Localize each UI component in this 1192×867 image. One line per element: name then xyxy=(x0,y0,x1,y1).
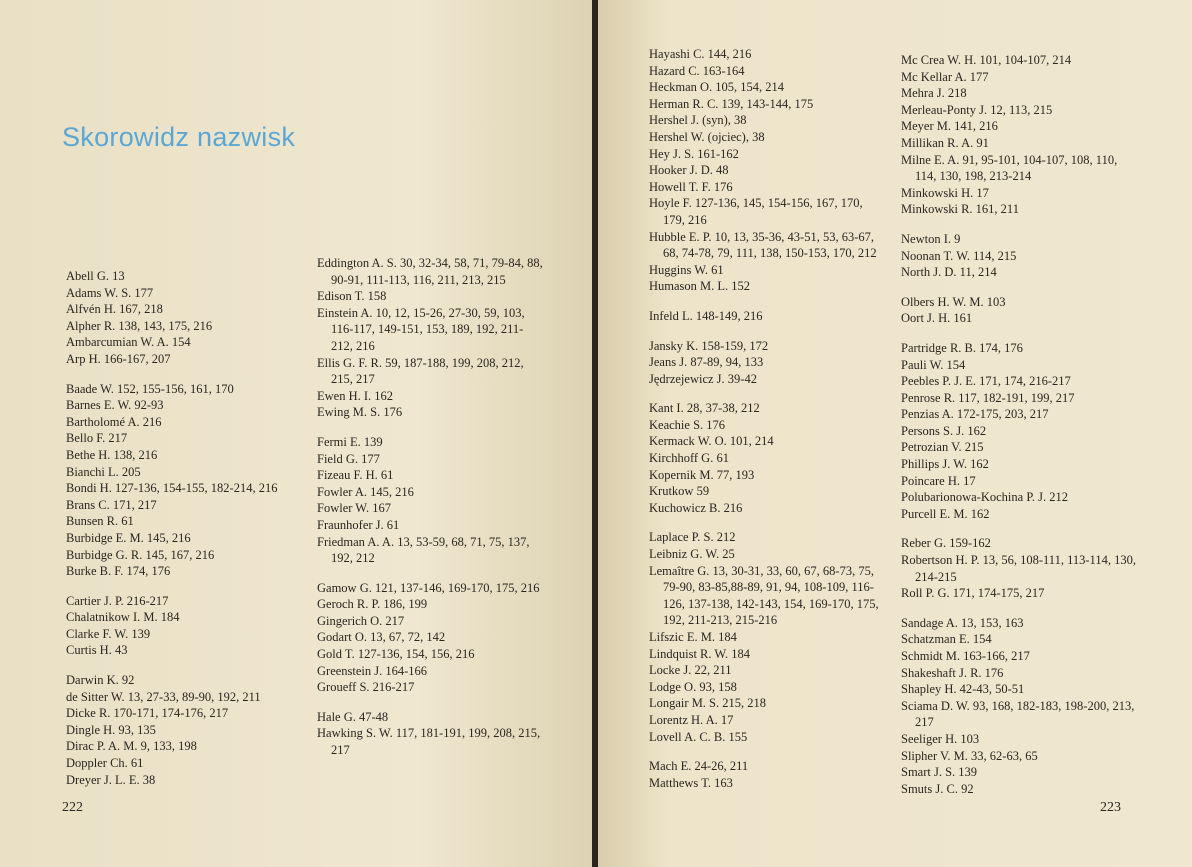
index-entry: Fizeau F. H. 61 xyxy=(317,468,394,483)
index-entry: Burke B. F. 174, 176 xyxy=(66,564,171,579)
letter-group-gap xyxy=(901,602,1136,615)
index-entry: Fowler A. 145, 216 xyxy=(317,484,414,499)
letter-group-gap xyxy=(649,325,884,338)
index-entry: Ellis G. F. R. 59, 187-188, 199, 208, 212, 215, 217 xyxy=(317,355,524,387)
index-entry: Godart O. 13, 67, 72, 142 xyxy=(317,630,446,645)
index-entry: Hazard C. 163-164 xyxy=(649,63,745,78)
index-entry: Mc Crea W. H. 101, 104-107, 214 xyxy=(901,53,1072,67)
index-entry: Hoyle F. 127-136, 145, 154-156, 167, 170, 179, 216 xyxy=(649,196,863,227)
index-entry: Adams W. S. 177 xyxy=(66,285,154,300)
index-entry: Mc Kellar A. 177 xyxy=(901,69,989,84)
index-entry: Ewen H. I. 162 xyxy=(317,388,394,403)
index-entry: Mach E. 24-26, 211 xyxy=(649,759,749,774)
index-entry: Merleau-Ponty J. 12, 113, 215 xyxy=(901,102,1053,117)
letter-group-gap xyxy=(317,567,543,580)
index-entry: Longair M. S. 215, 218 xyxy=(649,696,767,711)
letter-group-gap xyxy=(66,659,316,672)
index-entry: Ambarcumian W. A. 154 xyxy=(66,335,191,350)
index-entry: Slipher V. M. 33, 62-63, 65 xyxy=(901,748,1038,763)
index-entry: Doppler Ch. 61 xyxy=(66,756,144,771)
index-entry: Robertson H. P. 13, 56, 108-111, 113-114, 130, 214-215 xyxy=(901,553,1136,584)
index-entry: Phillips J. W. 162 xyxy=(901,457,989,472)
index-entry: Einstein A. 10, 12, 15-26, 27-30, 59, 103, 116-117, 149-151, 153, 189, 192, 211-212, 216 xyxy=(317,305,525,353)
index-entry: Hayashi C. 144, 216 xyxy=(649,47,752,61)
index-entry: Noonan T. W. 114, 215 xyxy=(901,248,1017,263)
index-entry: Polubarionowa-Kochina P. J. 212 xyxy=(901,490,1068,505)
index-entry: Jansky K. 158-159, 172 xyxy=(649,338,769,353)
right-page xyxy=(598,0,1192,867)
index-entry: Purcell E. M. 162 xyxy=(901,506,990,521)
index-entry: Edison T. 158 xyxy=(317,289,387,304)
index-entry: Sciama D. W. 93, 168, 182-183, 198-200, 213, 217 xyxy=(901,698,1135,730)
index-entry: Kuchowicz B. 216 xyxy=(649,500,743,515)
letter-group-gap xyxy=(649,745,884,758)
index-entry: Field G. 177 xyxy=(317,451,380,466)
index-entry: Hershel J. (syn), 38 xyxy=(649,113,747,128)
letter-group-gap xyxy=(649,516,884,529)
index-entry: Bethe H. 138, 216 xyxy=(66,447,158,462)
index-entry: Dreyer J. L. E. 38 xyxy=(66,772,156,787)
index-entry: Shapley H. 42-43, 50-51 xyxy=(901,682,1025,697)
index-entry: Matthews T. 163 xyxy=(649,775,733,790)
index-entry: Schatzman E. 154 xyxy=(901,632,992,647)
index-entry: Burbidge E. M. 145, 216 xyxy=(66,530,191,545)
index-entry: Ewing M. S. 176 xyxy=(317,405,403,420)
index-entry: Herman R. C. 139, 143-144, 175 xyxy=(649,96,814,111)
index-entry: Peebles P. J. E. 171, 174, 216-217 xyxy=(901,374,1071,389)
index-entry: Roll P. G. 171, 174-175, 217 xyxy=(901,586,1045,601)
index-entry: Chalatnikow I. M. 184 xyxy=(66,610,180,625)
index-column-right-2 xyxy=(901,52,1136,797)
index-entry: Darwin K. 92 xyxy=(66,673,135,688)
index-entry: Eddington A. S. 30, 32-34, 58, 71, 79-84, 88, 90-91, 111-113, 116, 211, 213, 215 xyxy=(317,256,543,287)
index-entry: Smuts J. C. 92 xyxy=(901,781,974,796)
index-entry: Olbers H. W. M. 103 xyxy=(901,294,1006,309)
index-entry: Lorentz H. A. 17 xyxy=(649,712,734,727)
index-entry: Alpher R. 138, 143, 175, 216 xyxy=(66,318,213,333)
index-entry: Persons S. J. 162 xyxy=(901,423,987,438)
index-column-left-1 xyxy=(66,268,316,788)
index-entry: Hawking S. W. 117, 181-191, 199, 208, 215, 217 xyxy=(317,726,541,758)
index-entry: Bello F. 217 xyxy=(66,431,128,446)
index-entry: Burbidge G. R. 145, 167, 216 xyxy=(66,547,215,562)
index-entry: Dirac P. A. M. 9, 133, 198 xyxy=(66,739,197,754)
index-entry: Howell T. F. 176 xyxy=(649,179,733,194)
index-entry: Oort J. H. 161 xyxy=(901,311,973,326)
index-entry: Greenstein J. 164-166 xyxy=(317,663,428,678)
index-entry: Humason M. L. 152 xyxy=(649,279,751,294)
index-entry: Keachie S. 176 xyxy=(649,417,726,432)
index-entry: Fermi E. 139 xyxy=(317,434,383,449)
index-entry: Alfvén H. 167, 218 xyxy=(66,302,163,317)
index-entry: Smart J. S. 139 xyxy=(901,765,978,780)
letter-group-gap xyxy=(317,421,543,434)
index-entry: North J. D. 11, 214 xyxy=(901,265,997,280)
index-entry: Seeliger H. 103 xyxy=(901,731,980,746)
index-entry: Sandage A. 13, 153, 163 xyxy=(901,615,1024,630)
letter-group-gap xyxy=(901,522,1136,535)
index-entry: Barnes E. W. 92-93 xyxy=(66,398,164,413)
page-number-right: 223 xyxy=(1100,800,1121,815)
letter-group-gap xyxy=(66,580,316,593)
index-entry: Friedman A. A. 13, 53-59, 68, 71, 75, 137, 192, 212 xyxy=(317,534,530,566)
index-entry: Groueff S. 216-217 xyxy=(317,680,415,695)
letter-group-gap xyxy=(901,218,1136,231)
index-entry: Mehra J. 218 xyxy=(901,86,967,101)
index-entry: Clarke F. W. 139 xyxy=(66,626,151,641)
index-entry: Brans C. 171, 217 xyxy=(66,497,157,512)
index-entry: Heckman O. 105, 154, 214 xyxy=(649,80,785,95)
index-entry: Bondi H. 127-136, 154-155, 182-214, 216 xyxy=(66,481,278,496)
index-entry: Hooker J. D. 48 xyxy=(649,163,729,178)
index-entry: Millikan R. A. 91 xyxy=(901,135,989,150)
index-entry: Lemaître G. 13, 30-31, 33, 60, 67, 68-73, 75, 79-90, 83-85,88-89, 91, 94, 108-109, 116-126, 137-138, 142-143, 154, 169-170, 175, 192, 211-213, 215-216 xyxy=(649,563,879,628)
index-entry: Jeans J. 87-89, 94, 133 xyxy=(649,355,764,370)
index-entry: Shakeshaft J. R. 176 xyxy=(901,665,1004,680)
index-entry: Curtis H. 43 xyxy=(66,643,128,658)
index-entry: Baade W. 152, 155-156, 161, 170 xyxy=(66,381,234,396)
index-entry: Gamow G. 121, 137-146, 169-170, 175, 216 xyxy=(317,580,540,595)
index-entry: Partridge R. B. 174, 176 xyxy=(901,340,1023,355)
index-entry: Kermack W. O. 101, 214 xyxy=(649,434,774,449)
index-entry: Gold T. 127-136, 154, 156, 216 xyxy=(317,647,475,662)
left-page xyxy=(0,0,594,867)
page-number-left: 222 xyxy=(62,800,83,815)
index-entry: Minkowski R. 161, 211 xyxy=(901,202,1019,217)
letter-group-gap xyxy=(66,368,316,381)
index-entry: Arp H. 166-167, 207 xyxy=(66,351,171,366)
index-entry: Petrozian V. 215 xyxy=(901,440,984,455)
index-entry: Hubble E. P. 10, 13, 35-36, 43-51, 53, 63-67, 68, 74-78, 79, 111, 138, 150-153, 170, 212 xyxy=(649,229,877,261)
letter-group-gap xyxy=(901,327,1136,340)
index-entry: Bunsen R. 61 xyxy=(66,514,134,529)
index-entry: Kant I. 28, 37-38, 212 xyxy=(649,401,760,416)
index-entry: de Sitter W. 13, 27-33, 89-90, 192, 211 xyxy=(66,689,261,704)
index-entry: Dicke R. 170-171, 174-176, 217 xyxy=(66,706,229,721)
letter-group-gap xyxy=(317,696,543,709)
index-entry: Kirchhoff G. 61 xyxy=(649,451,729,466)
index-entry: Cartier J. P. 216-217 xyxy=(66,593,169,608)
index-entry: Hey J. S. 161-162 xyxy=(649,146,739,161)
index-column-right-1 xyxy=(649,46,884,791)
index-entry: Leibniz G. W. 25 xyxy=(649,547,735,562)
index-entry: Kopernik M. 77, 193 xyxy=(649,467,755,482)
index-entry: Infeld L. 148-149, 216 xyxy=(649,308,763,323)
letter-group-gap xyxy=(649,387,884,400)
index-entry: Bianchi L. 205 xyxy=(66,464,141,479)
index-entry: Lodge O. 93, 158 xyxy=(649,679,737,694)
index-column-left-2 xyxy=(317,255,543,759)
index-entry: Hale G. 47-48 xyxy=(317,709,389,724)
index-entry: Abell G. 13 xyxy=(66,269,125,283)
index-entry: Geroch R. P. 186, 199 xyxy=(317,597,428,612)
index-entry: Huggins W. 61 xyxy=(649,262,724,277)
index-entry: Locke J. 22, 211 xyxy=(649,663,732,678)
index-entry: Fraunhofer J. 61 xyxy=(317,517,400,532)
index-title: Skorowidz nazwisk xyxy=(62,122,296,152)
index-entry: Laplace P. S. 212 xyxy=(649,530,736,545)
index-entry: Penzias A. 172-175, 203, 217 xyxy=(901,407,1049,422)
index-entry: Poincare H. 17 xyxy=(901,473,976,488)
index-entry: Pauli W. 154 xyxy=(901,357,966,372)
index-entry: Bartholomé A. 216 xyxy=(66,414,162,429)
index-entry: Krutkow 59 xyxy=(649,484,710,499)
letter-group-gap xyxy=(649,295,884,308)
index-entry: Schmidt M. 163-166, 217 xyxy=(901,649,1030,663)
index-entry: Newton I. 9 xyxy=(901,231,961,246)
index-entry: Reber G. 159-162 xyxy=(901,536,991,551)
index-entry: Penrose R. 117, 182-191, 199, 217 xyxy=(901,390,1075,405)
index-entry: Jędrzejewicz J. 39-42 xyxy=(649,371,757,386)
index-entry: Milne E. A. 91, 95-101, 104-107, 108, 110, 114, 130, 198, 213-214 xyxy=(901,152,1118,184)
index-entry: Minkowski H. 17 xyxy=(901,185,989,200)
index-entry: Meyer M. 141, 216 xyxy=(901,119,998,134)
index-entry: Gingerich O. 217 xyxy=(317,613,405,628)
index-entry: Lovell A. C. B. 155 xyxy=(649,729,748,744)
letter-group-gap xyxy=(901,281,1136,294)
index-entry: Lifszic E. M. 184 xyxy=(649,630,737,644)
index-entry: Lindquist R. W. 184 xyxy=(649,646,751,661)
index-entry: Fowler W. 167 xyxy=(317,501,391,516)
index-entry: Hershel W. (ojciec), 38 xyxy=(649,129,765,144)
index-entry: Dingle H. 93, 135 xyxy=(66,722,156,737)
